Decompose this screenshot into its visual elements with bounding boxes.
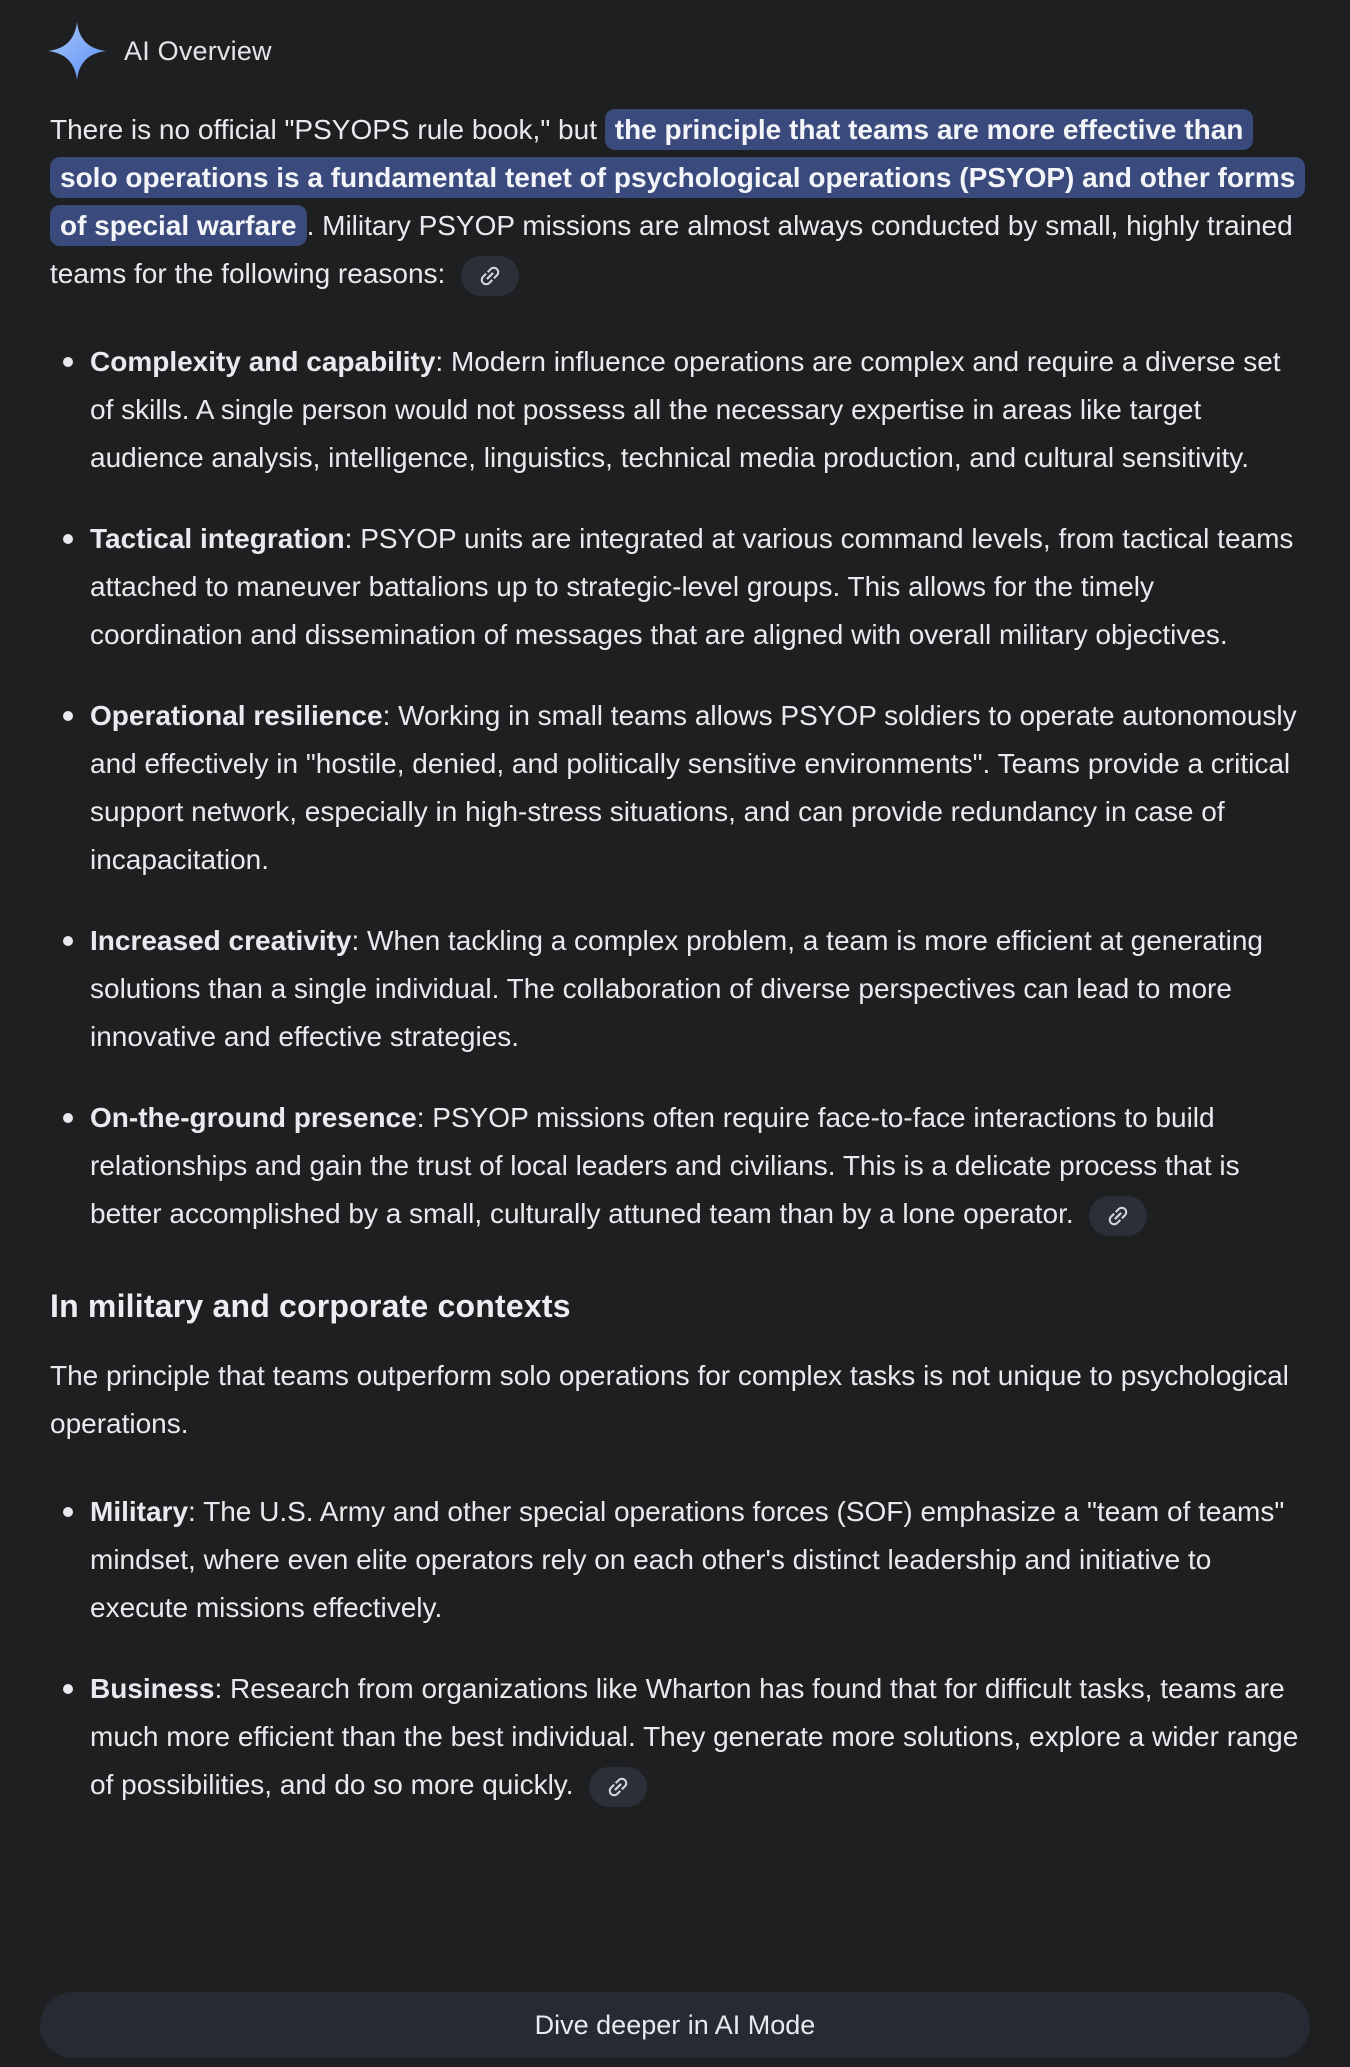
highlighted-claim[interactable]: the principle that teams are more effective than solo operations is a fundamental tenet of psychological operations (PSYOP) and other forms of special warfare — [50, 109, 1305, 246]
list-item-label: Operational resilience — [90, 700, 383, 731]
intro-text-after-highlight: . Military PSYOP missions are almost always conducted by small, highly trained teams for the following reasons: — [50, 210, 1293, 289]
link-icon — [477, 263, 503, 289]
list-item-resilience — [50, 692, 1302, 884]
list-item-label: Increased creativity — [90, 925, 352, 956]
dive-deeper-button[interactable]: Dive deeper in AI Mode — [40, 1992, 1310, 2058]
list-item-label: Complexity and capability — [90, 346, 436, 377]
list-item-label: Business — [90, 1673, 215, 1704]
list-item-text: : Modern influence operations are complex and require a diverse set of skills. A single person would not possess all the necessary expertise in areas like target audience analysis, intelligence, linguistics, technical media production, and cultural sensitivity. — [90, 346, 1281, 473]
list-item-label: Tactical integration — [90, 523, 345, 554]
reasons-list — [50, 338, 1302, 1238]
list-item-business — [50, 1665, 1302, 1809]
citation-link-button[interactable] — [461, 256, 519, 296]
list-item-label: On-the-ground presence — [90, 1102, 417, 1133]
list-item-text: : PSYOP units are integrated at various command levels, from tactical teams attached to maneuver battalions up to strategic-level groups. This allows for the timely coordination and dissemination of messages that are aligned with overall military objectives. — [90, 523, 1294, 650]
ai-overview-header — [0, 0, 1350, 80]
ai-overview-content — [0, 106, 1350, 1809]
list-item-tactical — [50, 515, 1302, 659]
list-item-text: : Research from organizations like Wharton has found that for difficult tasks, teams are much more efficient than the best individual. They generate more solutions, explore a wider range of possibilities, and do so more quickly. — [90, 1673, 1299, 1800]
link-icon — [1105, 1203, 1131, 1229]
ai-overview-title: AI Overview — [124, 35, 272, 66]
section-heading: In military and corporate contexts — [50, 1288, 571, 1324]
list-item-text: : Working in small teams allows PSYOP soldiers to operate autonomously and effectively in "hostile, denied, and politically sensitive environments". Teams provide a critical support network, especially in high-stress situations, and can provide redundancy in case of incapacitation. — [90, 700, 1297, 875]
list-item-text: : PSYOP missions often require face-to-face interactions to build relationships and gain the trust of local leaders and civilians. This is a delicate process that is better accomplished by a small, culturally attuned team than by a lone operator. — [90, 1102, 1240, 1229]
list-item-label: Military — [90, 1496, 189, 1527]
link-icon — [605, 1774, 631, 1800]
citation-link-button[interactable] — [1089, 1196, 1147, 1236]
list-item-text: : The U.S. Army and other special operations forces (SOF) emphasize a "team of teams" mindset, where even elite operators rely on each other's distinct leadership and initiative to execute missions effectively. — [90, 1496, 1285, 1623]
list-item-presence — [50, 1094, 1302, 1238]
list-item-creativity — [50, 917, 1302, 1061]
list-item-military — [50, 1488, 1302, 1632]
intro-paragraph — [50, 106, 1302, 298]
ai-sparkle-icon — [48, 22, 106, 80]
intro-text-before-highlight: There is no official "PSYOPS rule book," but — [50, 114, 605, 145]
contexts-list — [50, 1488, 1302, 1809]
citation-link-button[interactable] — [589, 1767, 647, 1807]
list-item-complexity — [50, 338, 1302, 482]
list-item-text: : When tackling a complex problem, a team is more efficient at generating solutions than a single individual. The collaboration of diverse perspectives can lead to more innovative and effective strategies. — [90, 925, 1263, 1052]
section-paragraph: The principle that teams outperform solo operations for complex tasks is not unique to psychological operations. — [50, 1360, 1289, 1439]
